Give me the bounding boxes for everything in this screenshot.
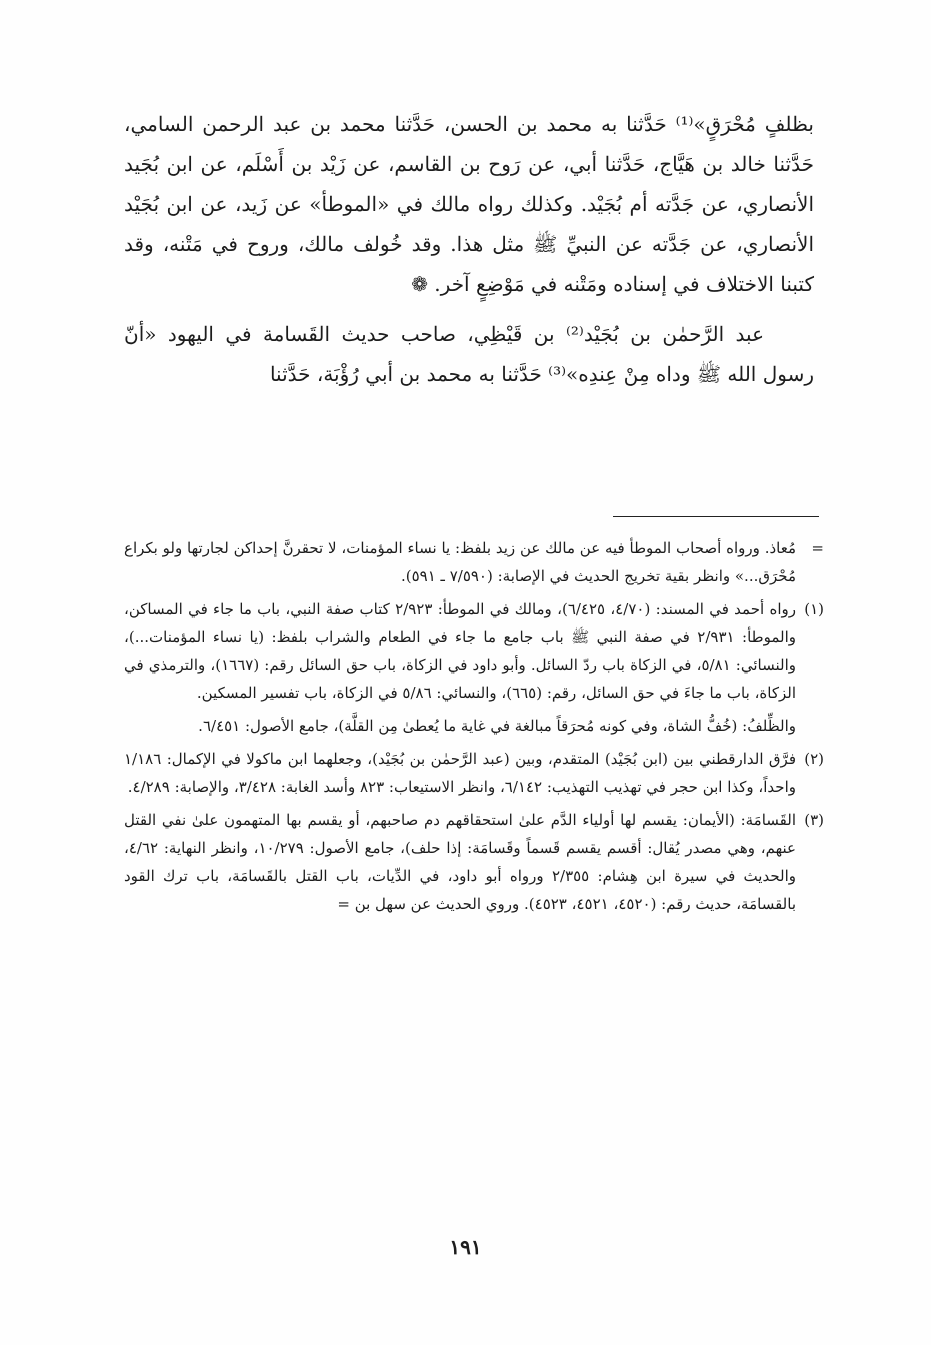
footnotes-block xyxy=(124,534,824,923)
footnote-2 xyxy=(124,745,824,801)
footnote-continuation xyxy=(124,534,824,590)
footnote-3 xyxy=(124,806,824,918)
footnote-2-text: فرَّق الدارقطني بين (ابن بُجَيْد) المتقدم، وبين (عبد الرَّحمٰن بن بُجَيْد)، وجعلهما ابن ماكولا في الإكمال: ١/١٨٦ واحداً، وكذا ابن حجر في تهذيب التهذيب: ٦/١٤٢، وانظر الاستيعاب: ٨٢٣ وأسد الغابة: ٣/٤٢٨، والإصابة: ٤/٢٨٩. xyxy=(124,750,796,796)
main-text-block xyxy=(124,104,814,394)
footnote-continuation-mark: = xyxy=(811,539,824,557)
footnote-3-mark: (٣) xyxy=(804,811,824,829)
footnote-2-mark: (٢) xyxy=(804,750,824,768)
footnote-1-mark: (١) xyxy=(804,600,824,618)
main-paragraph-2: عبد الرَّحمٰن بن بُجَيْد⁽²⁾ بن قَيْظِي، صاحب حديث القَسامة في اليهود «أنّ رسول الله ﷺ وداه مِنْ عِندِه»⁽³⁾ حَدَّثنا به محمد بن أبي رُؤْبَة، حَدَّثنا xyxy=(124,322,814,386)
footnote-1-subtext: والظِّلفُ: (خُفُّ الشاة، وفي كونه مُحرَقاً مبالغة في غاية ما يُعطىٰ مِن القلَّة)، جامع الأصول: ٦/٤٥١. xyxy=(198,717,796,735)
footnote-3-text: القَسامَة: (الأيمان: يقسم لها أولياء الدَّم علىٰ استحقاقهم دم صاحبهم، أو يقسم بها المتهمون علىٰ نفي القتل عنهم، وهي مصدر يُقال: أقسم يقسم قَسماً وقَسامَة: إذا حلف)، جامع الأصول: ١٠/٢٧٩، وانظر النهاية: ٤/٦٢، والحديث في سيرة ابن هِشام: ٢/٣٥٥ ورواه أبو داود، في الدِّيات، باب القتل بالقَسامَة، باب ترك القود بالقسامَة، حديث رقم: (٤٥٢٠، ٤٥٢١، ٤٥٢٣). وروي الحديث عن سهل بن = xyxy=(124,811,796,913)
page-number: ١٩١ xyxy=(449,1235,482,1259)
footnote-1 xyxy=(124,595,824,707)
footnote-divider xyxy=(613,516,819,517)
footnote-continuation-text: مُعاذ. ورواه أصحاب الموطأ فيه عن مالك عن زيد بلفظ: يا نساء المؤمنات، لا تحقرنَّ إحداكن لجارتها ولو بكراع مُحْرَق...» وانظر بقية تخريج الحديث في الإصابة: (٧/٥٩٠ ـ ٥٩١). xyxy=(124,539,796,585)
main-paragraph-1: بظلفٍ مُحْرَقٍ»⁽¹⁾ حَدَّثنا به محمد بن الحسن، حَدَّثنا محمد بن عبد الرحمن السامي، حَدَّثنا خالد بن هَيَّاج، حَدَّثنا أبي، عن رَوح بن القاسم، عن زَيْد بن أَسْلَم، عن ابن بُجَيد الأنصاري، عن جَدَّته أم بُجَيْد. وكذلك رواه مالك في «الموطأ» عن زَيد، عن ابن بُجَيْد الأنصاري، عن جَدَّته عن النبيِّ ﷺ مثل هذا. وقد خُولف مالك، وروح في مَتْنه، وقد كتبنا الاختلاف في إسناده ومَتْنه في مَوْضِعٍ آخر. ❁ xyxy=(124,112,814,296)
footnote-1-text: رواه أحمد في المسند: (٤/٧٠، ٦/٤٢٥)، ومالك في الموطأ: ٢/٩٢٣ كتاب صفة النبي، باب ما جاء في المساكن، والموطأ: ٢/٩٣١ في صفة النبي ﷺ باب جامع ما جاء في الطعام والشراب بلفظ: (يا نساء المؤمنات...)، والنسائي: ٥/٨١، في الزكاة باب ردّ السائل. وأبو داود في الزكاة، باب حق السائل رقم: (١٦٦٧)، والترمذي في الزكاة، باب ما جاءَ في حق السائل، رقم: (٦٦٥)، والنسائي: ٥/٨٦ في الزكاة، باب تفسير المسكين. xyxy=(124,600,796,702)
